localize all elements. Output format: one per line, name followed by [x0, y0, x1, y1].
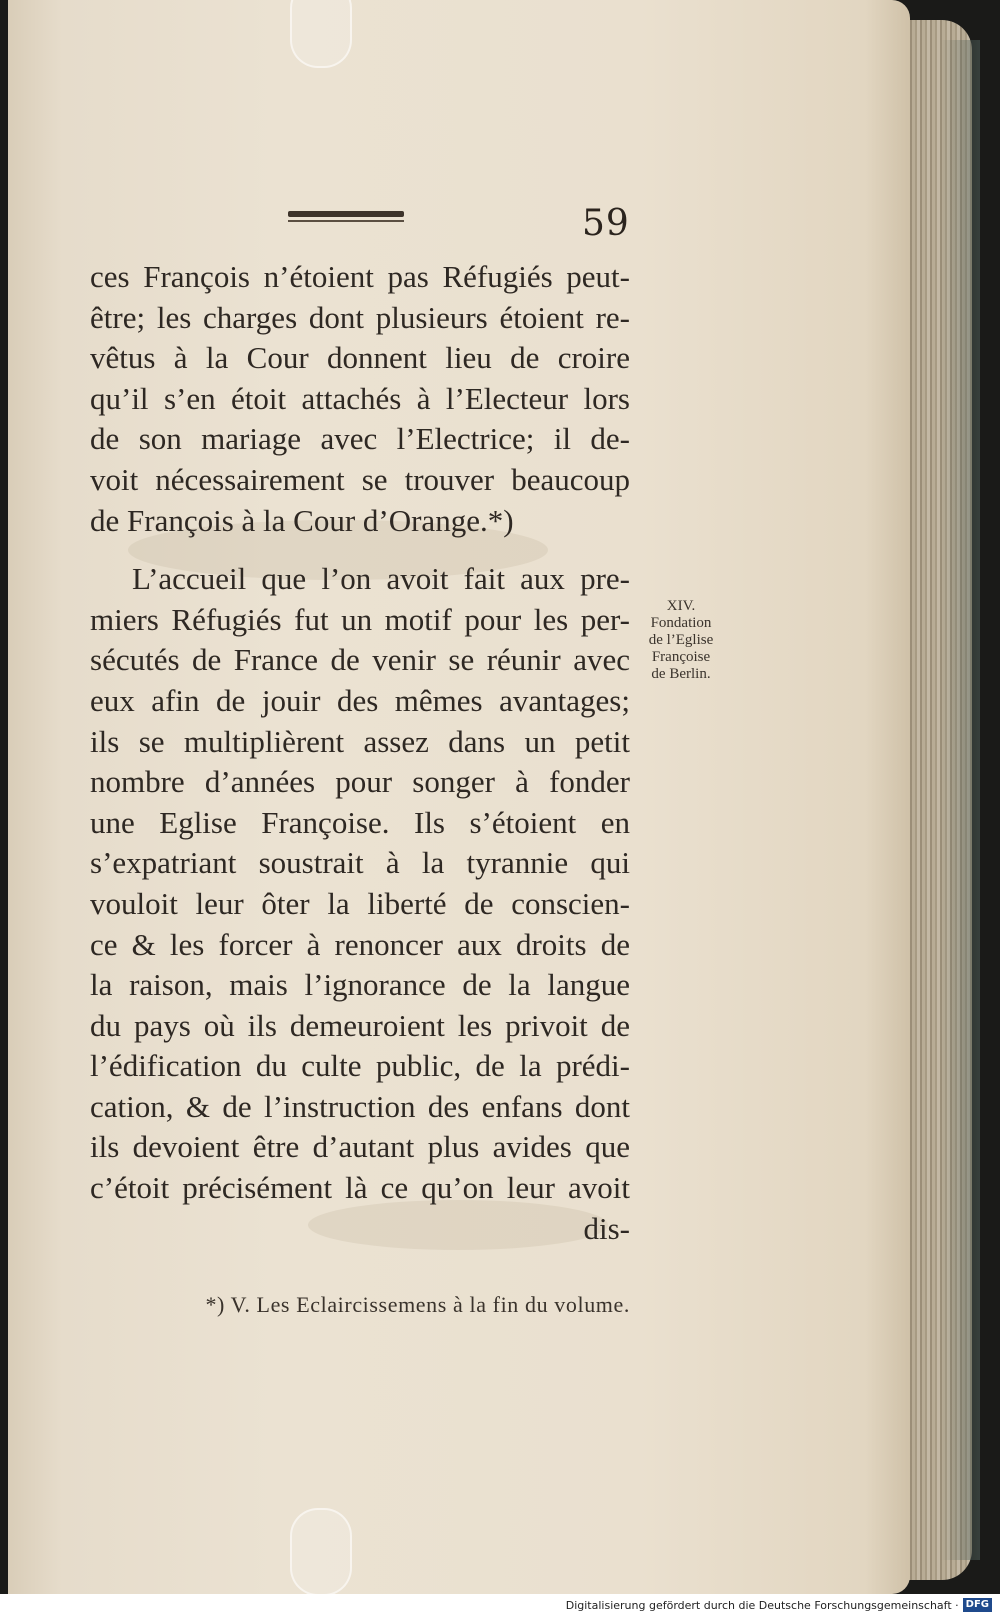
text-line: miers Réfugiés fut un motif pour les per- — [90, 601, 630, 637]
book-edge-shadow — [940, 40, 980, 1560]
text-line: c’étoit précisément là ce qu’on leur avoit — [90, 1170, 630, 1206]
text-line: du pays où ils demeuroient les privoit de — [90, 1007, 630, 1043]
text-line: nombre d’années pour songer à fonder — [90, 764, 630, 800]
text-line: de son mariage avec l’Electrice; il de- — [90, 421, 630, 457]
text-line: ils se multiplièrent assez dans un petit — [90, 723, 630, 759]
text-line: qu’il s’en étoit attachés à l’Electeur lors — [90, 380, 630, 416]
text-line: cation, & de l’instruction des enfans dont — [90, 1088, 630, 1124]
text-line: la raison, mais l’ignorance de la langue — [90, 967, 630, 1003]
text-line: ils devoient être d’autant plus avides que — [90, 1129, 630, 1165]
text-line: s’expatriant soustrait à la tyrannie qui — [90, 845, 630, 881]
text-line: L’accueil que l’on avoit fait aux pre- — [132, 561, 630, 597]
header-rule-thin — [288, 220, 404, 222]
text-line: sécutés de France de venir se réunir avec — [90, 642, 630, 678]
credit-text: Digitalisierung gefördert durch die Deutsche Forschungsgemeinschaft · — [565, 1598, 959, 1612]
header-rule — [288, 211, 404, 217]
text-line: une Eglise Françoise. Ils s’étoient en — [90, 804, 630, 840]
text-line: ces François n’étoient pas Réfugiés peut- — [90, 259, 630, 294]
text-line: de François à la Cour d’Orange.*) — [90, 502, 514, 538]
marginal-note-line: XIV. — [666, 598, 696, 614]
digitization-credit — [566, 1596, 992, 1614]
text-line: eux afin de jouir des mêmes avantages; — [90, 682, 630, 718]
marginal-note-line: Fondation — [650, 615, 712, 631]
page-clip-bottom — [290, 1508, 352, 1596]
body-text — [90, 257, 630, 1249]
page-number: 59 — [582, 203, 630, 244]
text-line: l’édification du culte public, de la prédi- — [90, 1048, 630, 1084]
marginal-note-line: de Berlin. — [651, 666, 711, 682]
text-line: ce & les forcer à renoncer aux droits de — [90, 926, 630, 962]
marginal-note-line: Françoise — [651, 649, 711, 665]
marginal-note-line: de l’Eglise — [648, 632, 714, 648]
page-clip-top — [290, 0, 352, 68]
marginal-note — [626, 598, 736, 683]
catchword: dis- — [583, 1210, 630, 1246]
text-line: être; les charges dont plusieurs étoient re- — [90, 299, 630, 335]
footnote: *) V. Les Eclaircissemens à la fin du volume. — [205, 1292, 630, 1317]
dfg-logo: DFG — [963, 1598, 992, 1612]
text-line: vêtus à la Cour donnent lieu de croire — [90, 340, 630, 376]
text-line: vouloit leur ôter la liberté de conscien- — [90, 885, 630, 921]
text-line: voit nécessairement se trouver beaucoup — [90, 461, 630, 497]
